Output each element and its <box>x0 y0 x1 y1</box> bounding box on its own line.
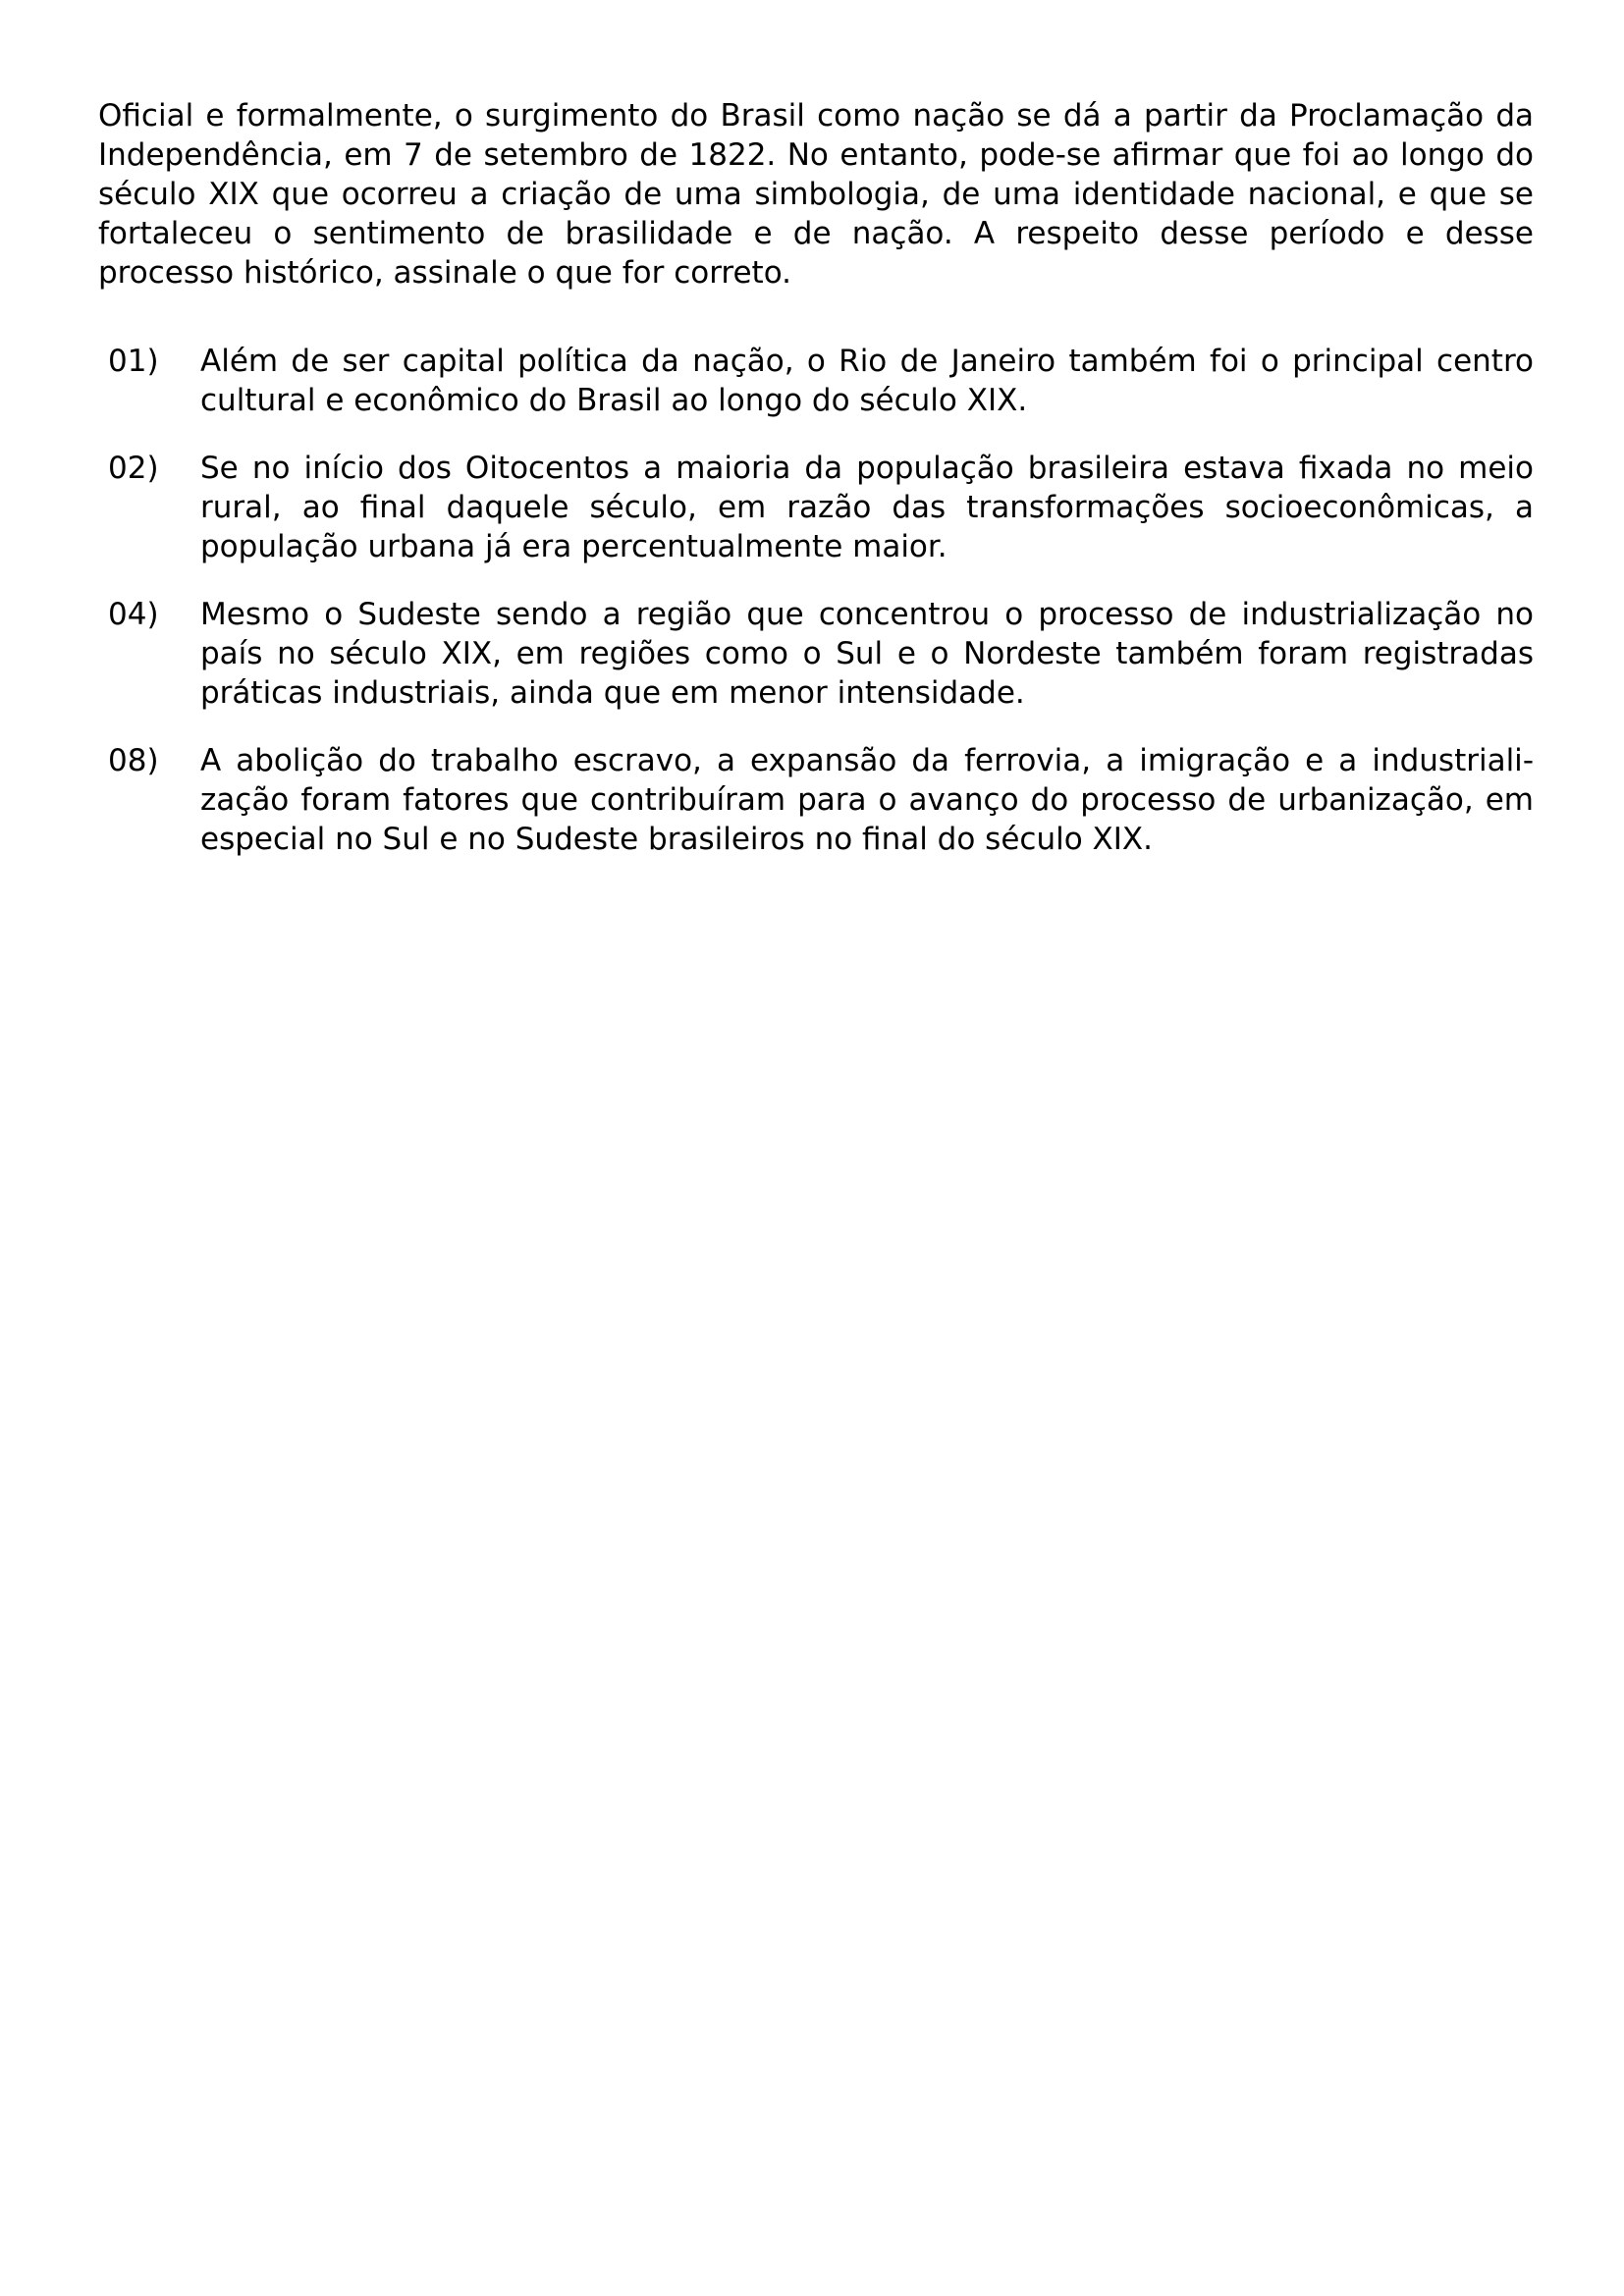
option-text: Além de ser capital política da nação, o Rio de Janeiro também foi o principal centro cultural e econômico do Brasil ao longo do século XIX. <box>200 344 1534 418</box>
answer-option-02 <box>98 449 1534 566</box>
answer-options-list <box>98 342 1534 859</box>
option-number: 02) <box>108 451 159 486</box>
question-block <box>98 96 1534 887</box>
answer-option-04 <box>98 595 1534 713</box>
option-number: 04) <box>108 597 159 632</box>
answer-option-01 <box>98 342 1534 420</box>
option-text: Mesmo o Sudeste sendo a região que concentrou o processo de industrialização no país no século XIX, em regiões como o Sul e o Nordeste também foram registradas práticas industriais, ainda que em menor intensidade. <box>200 597 1534 711</box>
option-number: 08) <box>108 743 159 778</box>
option-number: 01) <box>108 344 159 379</box>
answer-option-08 <box>98 741 1534 859</box>
option-text: A abolição do trabalho escravo, a expansão da ferrovia, a imigração e a industrialização foram fatores que contribuíram para o avanço do processo de urbanização, em especial no Sul e no Sudeste brasileiros no final do século XIX. <box>200 743 1534 857</box>
option-text: Se no início dos Oitocentos a maioria da população brasileira estava fixada no meio rural, ao final daquele século, em razão das transformações socioeconômicas, a população urbana já era percentualmente maior. <box>200 451 1534 564</box>
question-intro: Oficial e formalmente, o surgimento do Brasil como nação se dá a partir da Proclamação da Independência, em 7 de setembro de 1822. No entanto, pode-se afirmar que foi ao longo do século XIX que ocorreu a criação de uma simbologia, de uma identidade nacional, e que se fortaleceu o sentimento de brasilidade e de nação. A respeito desse período e desse processo histórico, assinale o que for correto. <box>98 98 1534 291</box>
